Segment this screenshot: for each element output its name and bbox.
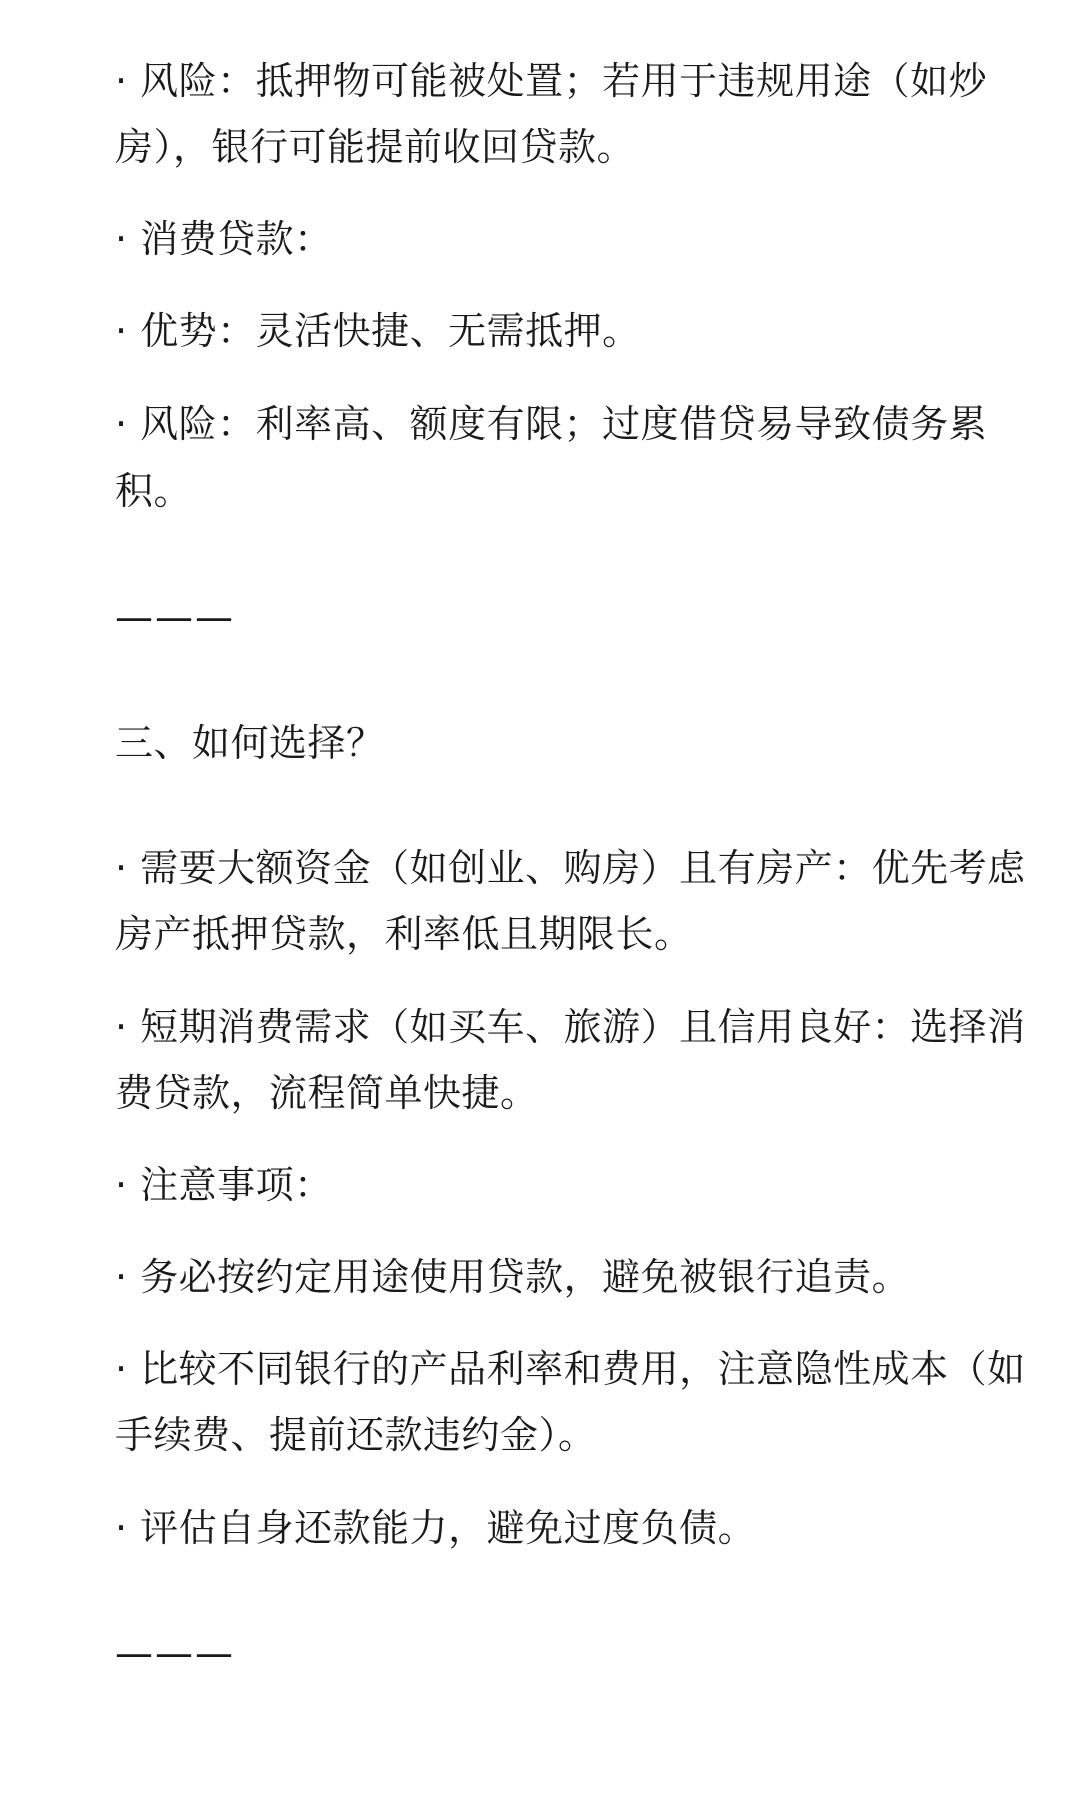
divider: ——— bbox=[115, 1631, 235, 1675]
divider: ——— bbox=[115, 595, 235, 639]
note-item-2-line-2: 手续费、提前还款违约金）。 bbox=[115, 1413, 597, 1457]
choice-item-1-line-2: 房产抵押贷款，利率低且期限长。 bbox=[115, 912, 693, 956]
consumer-loan-advantage: · 优势：灵活快捷、无需抵押。 bbox=[115, 309, 641, 353]
consumer-loan-risk-line-1: · 风险：利率高、额度有限；过度借贷易导致债务累 bbox=[115, 402, 988, 446]
choice-item-2-line-2: 费贷款，流程简单快捷。 bbox=[115, 1071, 539, 1115]
risk-line-2: 房），银行可能提前收回贷款。 bbox=[115, 125, 636, 169]
consumer-loan-risk-line-2: 积。 bbox=[115, 469, 193, 513]
note-item-2-line-1: · 比较不同银行的产品利率和费用，注意隐性成本（如 bbox=[115, 1347, 1026, 1391]
choice-item-2-line-1: · 短期消费需求（如买车、旅游）且信用良好：选择消 bbox=[115, 1005, 1026, 1049]
note-item-3: · 评估自身还款能力，避免过度负债。 bbox=[115, 1506, 757, 1550]
choice-item-1-line-1: · 需要大额资金（如创业、购房）且有房产：优先考虑 bbox=[115, 846, 1026, 890]
section-title: 三、如何选择？ bbox=[115, 721, 385, 765]
note-item-1: · 务必按约定用途使用贷款，避免被银行追责。 bbox=[115, 1255, 911, 1299]
risk-line-1: · 风险：抵押物可能被处置；若用于违规用途（如炒 bbox=[115, 59, 988, 103]
consumer-loan-heading: · 消费贷款： bbox=[115, 217, 333, 261]
notes-heading: · 注意事项： bbox=[115, 1163, 333, 1207]
